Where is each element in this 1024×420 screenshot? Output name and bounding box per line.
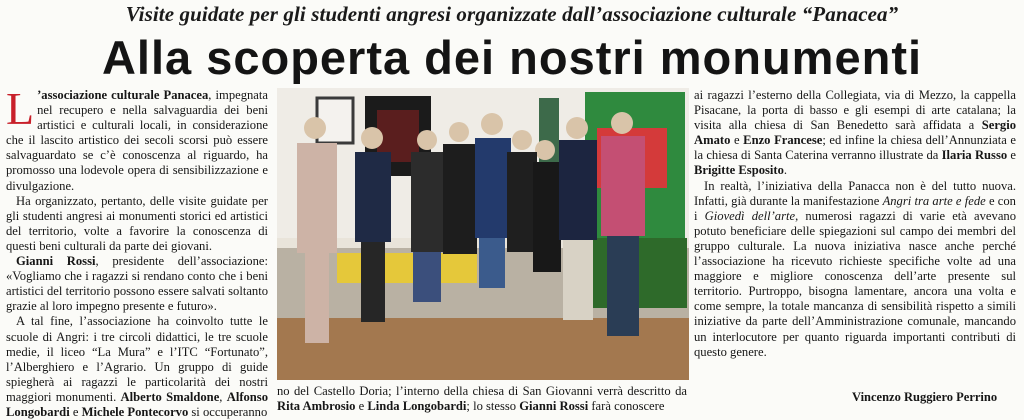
person-name: Gianni Rossi [519,399,589,414]
person-name: Ilaria Russo [941,148,1008,163]
group-photo [277,88,689,380]
person-name: Linda Longobardi [367,399,467,414]
person-name: Rita Ambrosio [277,399,356,414]
person-name: Alberto Smaldone [120,389,220,404]
text-run: In realtà, l’iniziativa della Panacca non è del tutto nuova. Infatti, già durante la manifestazione [694,178,1016,208]
text-run: e [730,133,744,148]
person-name: Gianni Rossi [16,254,96,269]
kicker: Visite guidate per gli studenti angresi organizzate dall’associazione culturale “Panacea” [125,2,899,26]
person-name: Alfonso Longobardi [6,389,269,419]
paragraph-5 [694,88,1016,179]
text-run: ai ragazzi l’esterno della Collegiata, via di Mezzo, la cappella Pisacane, la porta di basso e gli esempi di arte catalana; la visita alla chiesa di San Benedetto sarà affidata a [694,88,1016,133]
paragraph-6 [694,179,1016,360]
photo-caption-continuation [277,384,687,414]
person-name: Enzo Francese [743,133,823,148]
text-run: e [355,399,368,414]
paragraph-3 [6,254,268,314]
headline: Alla scoperta dei nostri monumenti [101,31,923,84]
text-run: e [1007,148,1016,163]
person-name: Michele Pontecorvo [81,404,189,419]
text-run: e con i [694,193,1016,223]
drop-cap: L [6,83,35,134]
person-name: Sergio Amato [694,118,1016,148]
text-run: ; ed infine la chiesa dell’Annunziata e la chiesa di Santa Caterina verranno illustrate da [694,133,1016,163]
text-run: ; lo stesso [466,399,520,414]
event-name: Giovedì dell’arte [704,208,796,223]
text-run: farà conoscere [588,399,665,414]
event-name: Angri tra arte e fede [882,193,986,208]
group-photo-illustration [277,88,689,380]
person-name: Brigitte Esposito [694,163,784,178]
article-column-3 [694,88,1016,360]
paragraph-4 [6,314,268,420]
p4-sep: , [219,389,227,404]
p4-sep: e [69,404,82,419]
p4-tail: si occuperanno [188,404,268,419]
article-column-1 [6,83,269,420]
p3-text: , presidente dell’associazione: «Vogliamo che i ragazzi si rendano conto che i beni artistici del territorio possono essere salvati soltanto grazie al loro impegno presente e futuro». [6,254,268,314]
org-name: ’associazione culturale Panacea [37,88,209,102]
text-run: no del Castello Doria; l’interno della chiesa di San Giovanni verrà descritto da [277,384,687,398]
paragraph-2: Ha organizzato, pertanto, delle visite guidate per gli studenti angresi ai monumenti storici ed artistici del territorio, volte a favorire la conoscenza di questi beni culturali da parte dei giovani. [6,193,268,253]
paragraph-1 [6,83,268,194]
byline: Vincenzo Ruggiero Perrino [852,390,998,404]
text-run: , numerosi ragazzi di varie età avevano potuto beneficiare delle spiegazioni sul campo dei membri del gruppo culturale. La nuova iniziativa nasce anche perché l’associazione ha ricevuto richieste specifiche volte ad una maggiore e migliore conoscenza dell’arte presente sul territorio. Purtroppo, bisogna lamentare, ancora una volta e come sempre, la totale mancanza di sensibilità rispetto a simili iniziative da parte dell’Amministrazione comunale, mancando un interlocutore per quanto riguarda importanti contributi di questo genere. [694,208,1017,359]
text-run: . [783,163,788,178]
p4-text: A tal fine, l’associazione ha coinvolto tutte le scuole di Angri: i tre circoli didattici, le tre scuole medie, il liceo “La Mura” e l’ITC “Fortunato”, l’Alberghiero e l’Agrario. Un gruppo di guide spiegherà ai ragazzi le particolarità dei nostri maggiori monumenti. [6,314,268,404]
p1-text: , impegnata nel recupero e nella salvaguardia dei beni artistici e culturali locali, in considerazione che il lascito artistico dei secoli scorsi può essere salvaguardato se c’è conoscenza al riguardo, ha promosso una lodevole opera di sensibilizzazione e divulgazione. [6,88,268,193]
